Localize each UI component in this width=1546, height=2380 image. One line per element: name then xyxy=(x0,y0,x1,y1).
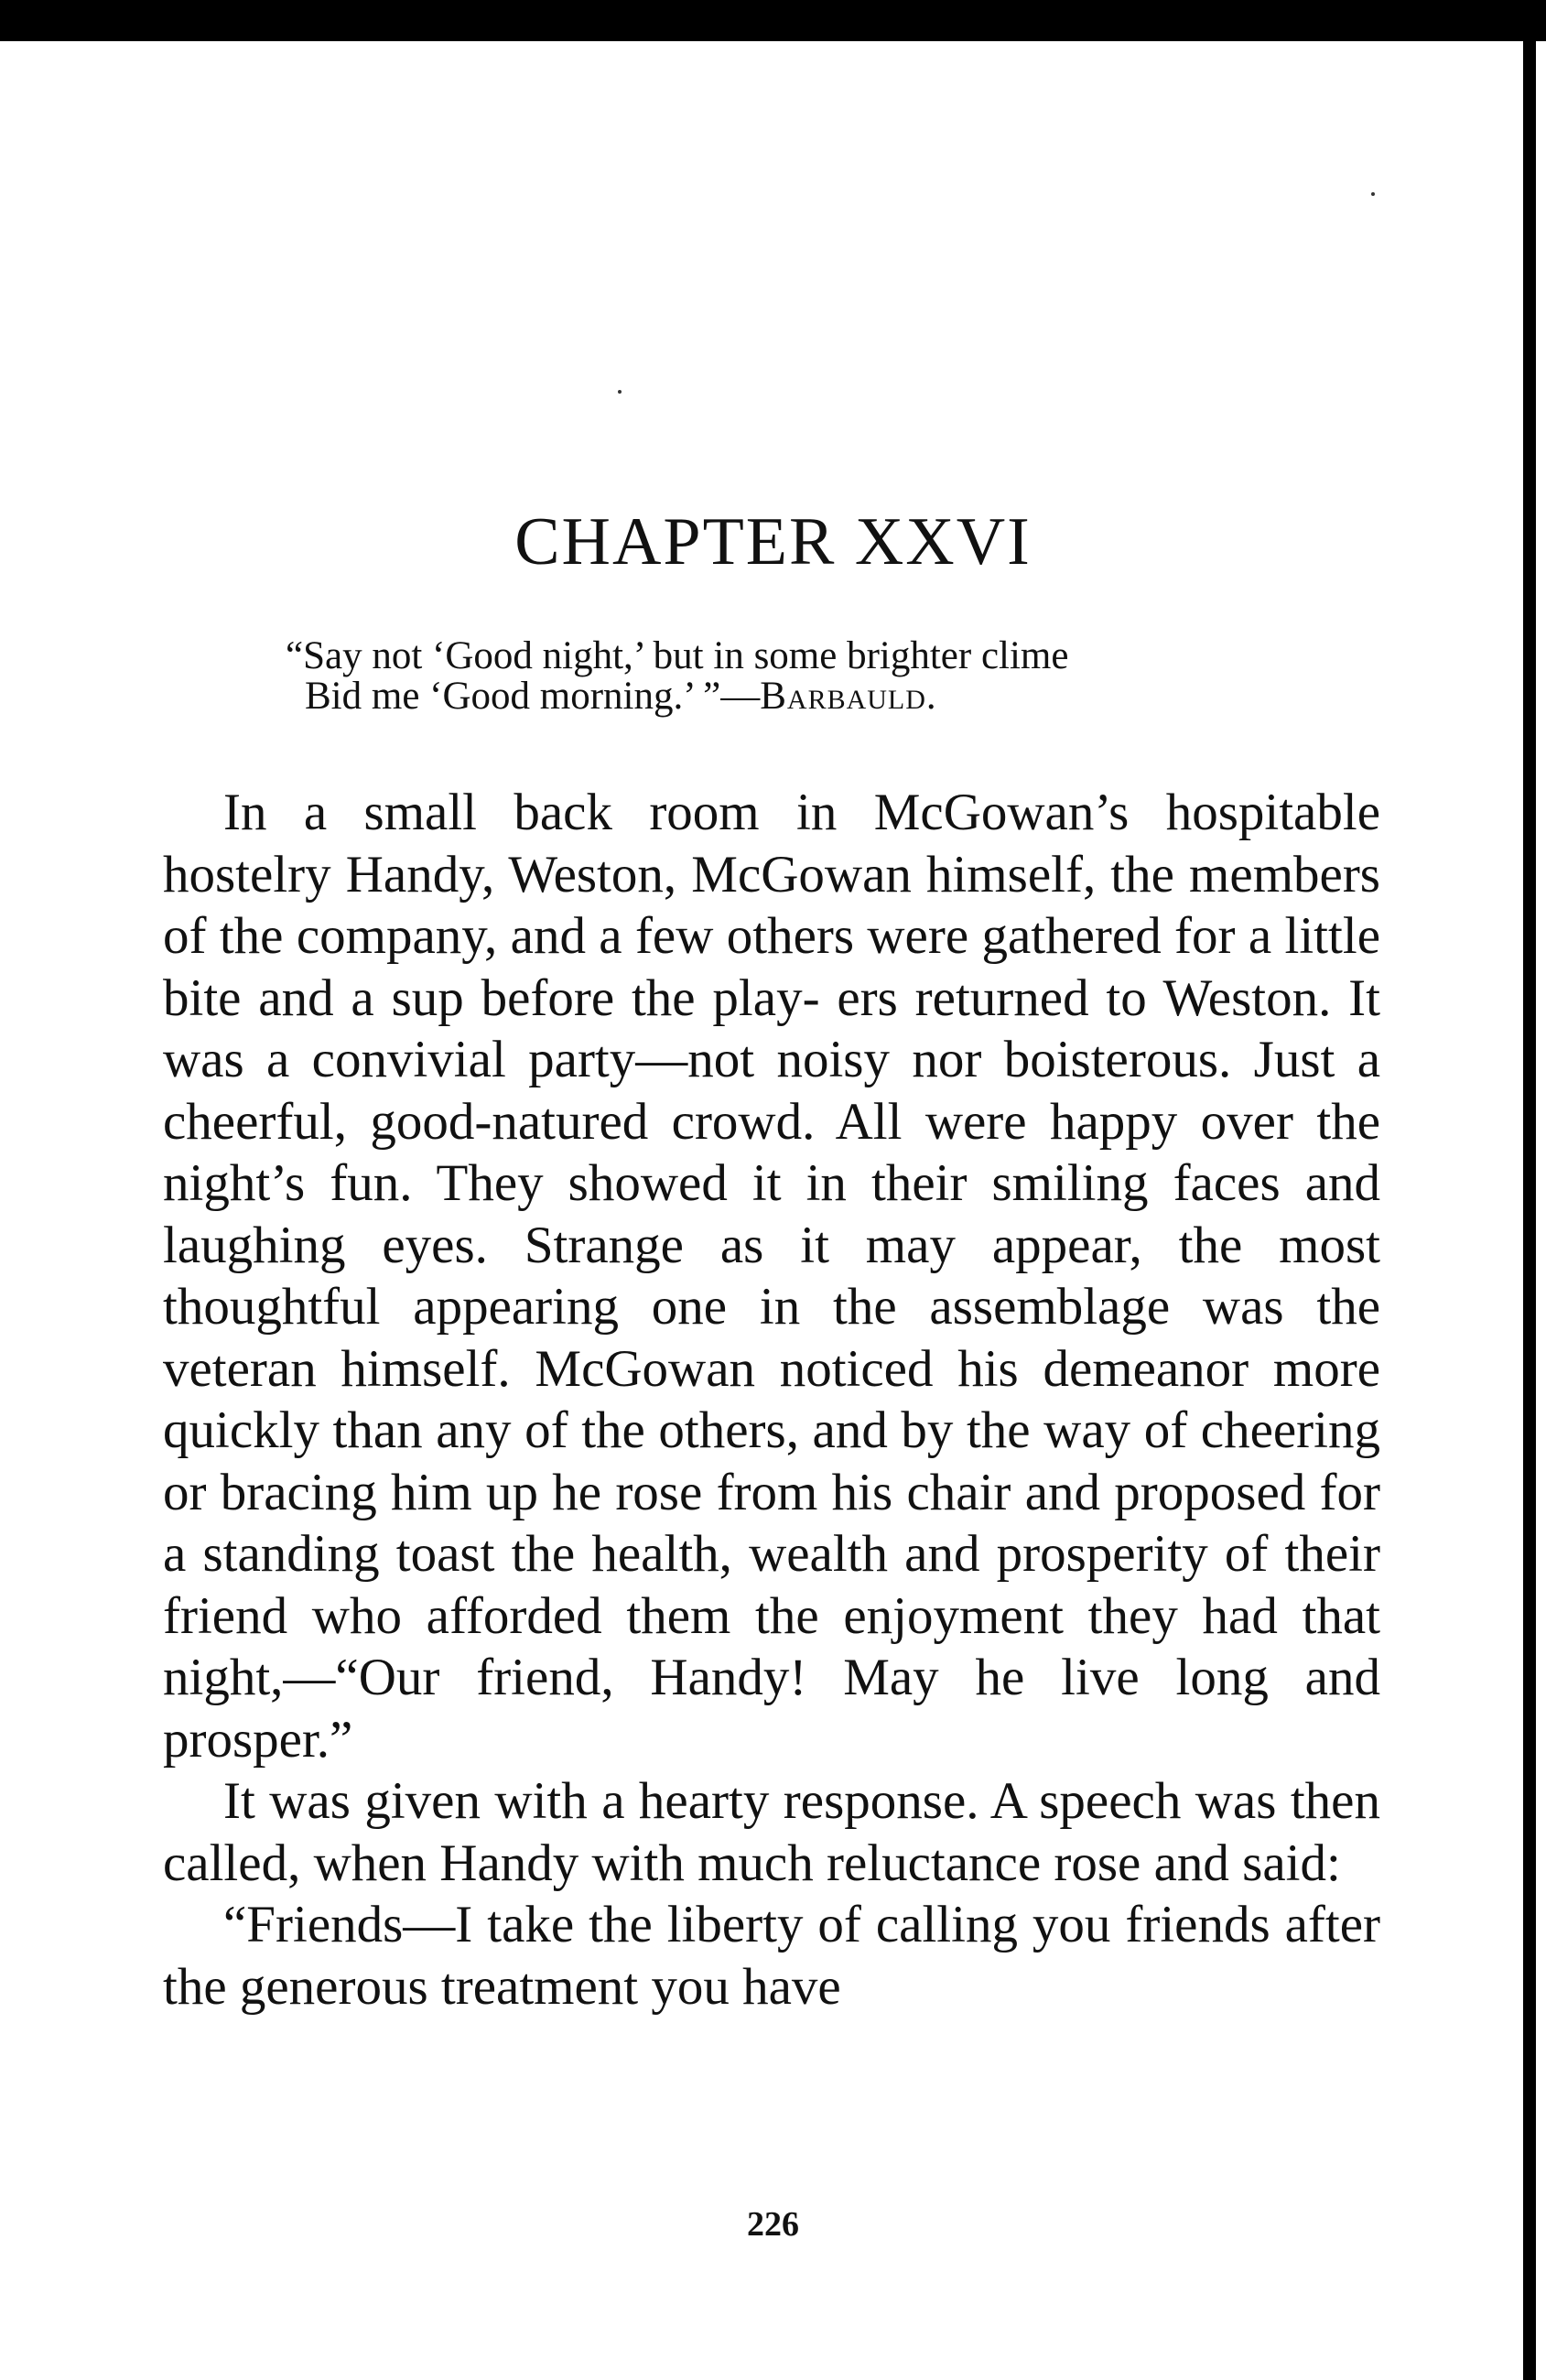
epigraph xyxy=(286,636,1068,717)
chapter-heading: CHAPTER XXVI xyxy=(514,504,1032,579)
print-speck xyxy=(618,390,622,394)
epigraph-attribution: Barbauld. xyxy=(760,675,937,718)
paragraph: “Friends—I take the liberty of calling you friends after the generous treatment you have xyxy=(163,1896,1380,2016)
epigraph-line-1: “Say not ‘Good night,’ but in some brighter clime xyxy=(286,634,1069,677)
epigraph-line-2-text: Bid me ‘Good morning.’ ”— xyxy=(305,675,761,718)
print-speck xyxy=(1371,192,1375,196)
page-number: 226 xyxy=(747,2205,799,2244)
right-border-rule xyxy=(1523,0,1536,2380)
body-text xyxy=(163,782,1380,2018)
paragraph: It was given with a hearty response. A speech was then called, when Handy with much reluctance rose and said: xyxy=(163,1772,1380,1892)
paragraph: In a small back room in McGowan’s hospitable hostelry Handy, Weston, McGowan himself, the members of the company, and a few others were gathered for a little bite and a sup before the play- ers returned to Weston. It was a convivial party—not noisy nor boisterous. Just a cheerful, good-natured crowd. All were happy over the night’s fun. They showed it in their smiling faces and laughing eyes. Strange as it may appear, the most thoughtful appearing one in the assemblage was the veteran himself. McGowan noticed his demeanor more quickly than any of the others, and by the way of cheering or bracing him up he rose from his chair and proposed for a standing toast the health, wealth and prosperity of their friend who afforded them the enjoyment they had that night,—“Our friend, Handy! May he live long and prosper.” xyxy=(163,784,1380,1769)
top-border-rule xyxy=(0,0,1546,41)
epigraph-line-2 xyxy=(286,676,1068,717)
